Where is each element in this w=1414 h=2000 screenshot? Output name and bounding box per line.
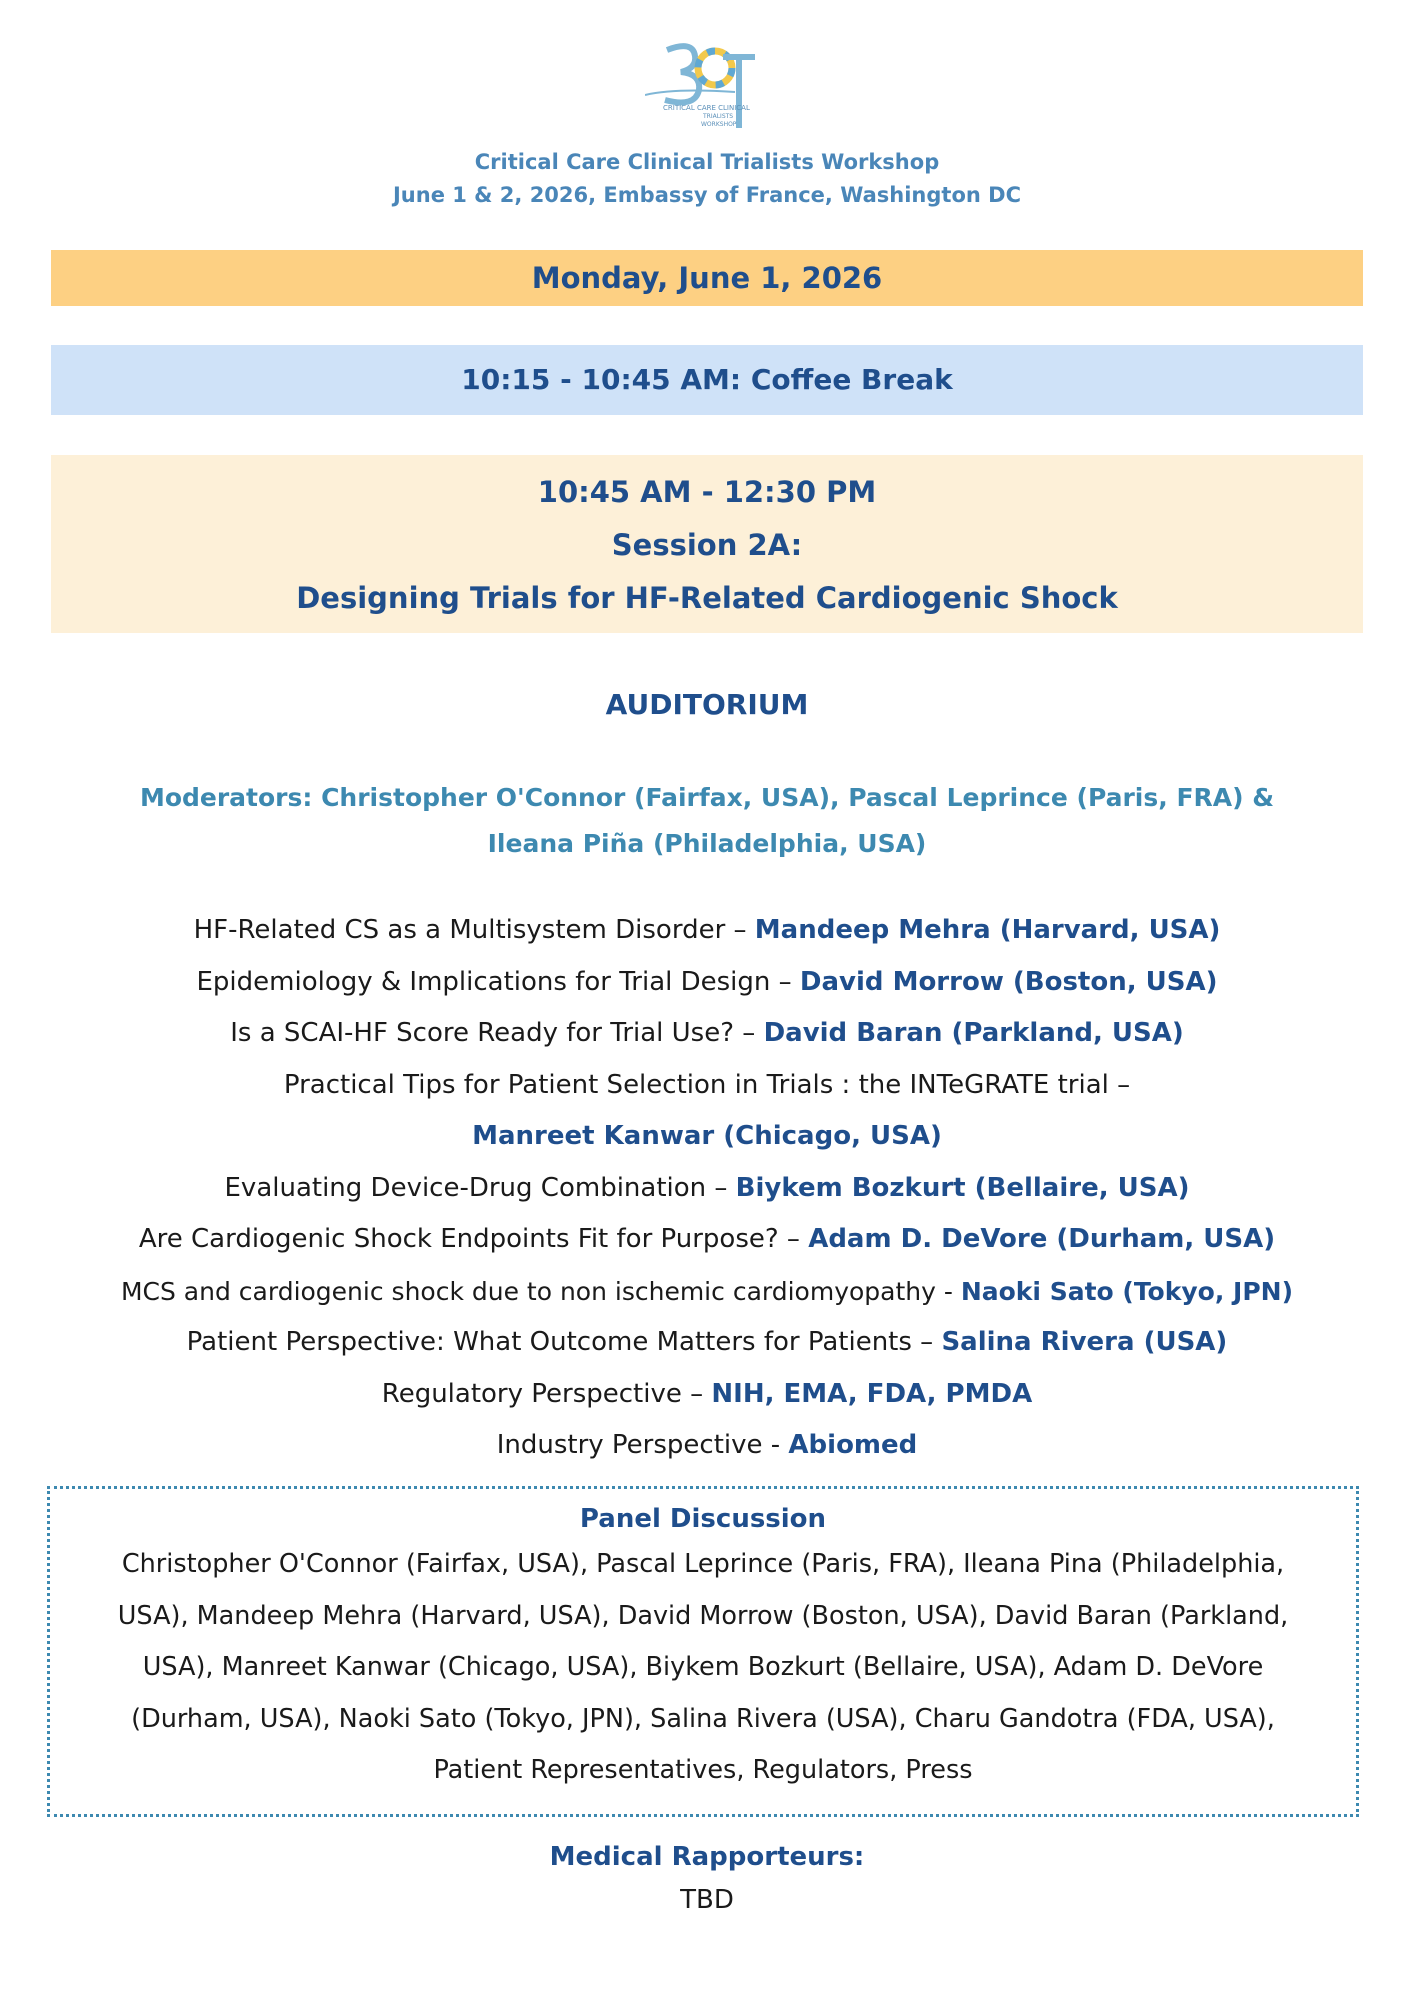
talk-item (20, 1317, 1394, 1369)
rapporteurs-title: Medical Rapporteurs: (549, 1842, 865, 1872)
coffee-break-banner: 10:15 - 10:45 AM: Coffee Break (51, 345, 1363, 415)
workshop-dates-venue: June 1 & 2, 2026, Embassy of France, Washington DC (392, 183, 1021, 207)
talk-speaker: Abiomed (788, 1430, 918, 1460)
panel-participants: Christopher O'Connor (Fairfax, USA), Pascal Leprince (Paris, FRA), Ileana Pina (Philadelphia, USA), Mandeep Mehra (Harvard, USA), David Morrow (Boston, USA), David Baran (Parkland, USA), Manreet Kanwar (Chicago, USA), Biykem Bozkurt (Bellaire, USA), Adam D. DeVore (Durham, USA), Naoki Sato (Tokyo, JPN), Salina Rivera (USA), Charu Gandotra (FDA, USA), Patient Representatives, Regulators, Press (117, 1549, 1289, 1785)
talk-item (20, 905, 1394, 957)
rapporteurs-value: TBD (680, 1885, 734, 1915)
session-banner (51, 455, 1363, 633)
talk-title: Epidemiology & Implications for Trial Design – (196, 966, 800, 997)
talk-list (20, 905, 1394, 1472)
talk-speaker: David Baran (Parkland, USA) (763, 1018, 1184, 1048)
talk-speaker: Salina Rivera (USA) (941, 1327, 1228, 1357)
talk-speaker: David Morrow (Boston, USA) (799, 966, 1218, 997)
talk-item (20, 1008, 1394, 1060)
talk-item (20, 1060, 1394, 1112)
talk-item (20, 1214, 1394, 1266)
logo-caption-3: WORKSHOP (701, 121, 737, 128)
logo-caption-1: CRITICAL CARE CLINICAL (663, 104, 750, 112)
moderators-line-1: Moderators: Christopher O'Connor (Fairfax, USA), Pascal Leprince (Paris, FRA) & (139, 783, 1275, 812)
talk-speaker: Naoki Sato (Tokyo, JPN) (960, 1276, 1294, 1306)
session-time: 10:45 AM - 12:30 PM (537, 475, 877, 509)
panel-title: Panel Discussion (579, 1504, 827, 1534)
talk-title: Patient Perspective: What Outcome Matters for Patients – (186, 1327, 942, 1357)
workshop-title: Critical Care Clinical Trialists Workshop (474, 150, 940, 174)
talk-title: Regulatory Perspective – (381, 1378, 712, 1409)
talk-title: MCS and cardiogenic shock due to non ischemic cardiomyopathy - (120, 1276, 961, 1306)
talk-speaker: Mandeep Mehra (Harvard, USA) (754, 915, 1221, 945)
talk-title: Evaluating Device-Drug Combination – (224, 1172, 736, 1203)
moderators (0, 775, 1414, 867)
talk-item (20, 1420, 1394, 1472)
session-title: Designing Trials for HF-Related Cardiogenic Shock (296, 581, 1118, 615)
talk-title: HF-Related CS as a Multisystem Disorder – (193, 915, 755, 945)
talk-speaker: Adam D. DeVore (Durham, USA) (808, 1224, 1276, 1254)
panel-discussion-box (47, 1486, 1359, 1817)
talk-item (20, 1111, 1394, 1163)
talk-title: Are Cardiogenic Shock Endpoints Fit for Purpose? – (138, 1224, 809, 1254)
workshop-logo (645, 40, 775, 130)
talk-speaker: Biykem Bozkurt (Bellaire, USA) (735, 1172, 1190, 1203)
talk-item (20, 1163, 1394, 1215)
talk-speaker: NIH, EMA, FDA, PMDA (711, 1378, 1033, 1409)
talk-title: Practical Tips for Patient Selection in Trials : the INTeGRATE trial – (283, 1069, 1131, 1100)
talk-speaker: Manreet Kanwar (Chicago, USA) (472, 1121, 942, 1151)
talk-item (20, 1266, 1394, 1318)
session-name: Session 2A: (611, 528, 803, 562)
talk-title: Is a SCAI-HF Score Ready for Trial Use? – (230, 1018, 764, 1048)
talk-item (20, 1369, 1394, 1421)
talk-item (20, 957, 1394, 1009)
talk-title: Industry Perspective - (496, 1430, 789, 1460)
room-name: AUDITORIUM (605, 688, 809, 721)
moderators-line-2: Ileana Piña (Philadelphia, USA) (487, 829, 927, 858)
logo-mark (645, 46, 755, 128)
day-banner: Monday, June 1, 2026 (51, 250, 1363, 306)
logo-caption-2: TRIALISTS (703, 113, 734, 120)
